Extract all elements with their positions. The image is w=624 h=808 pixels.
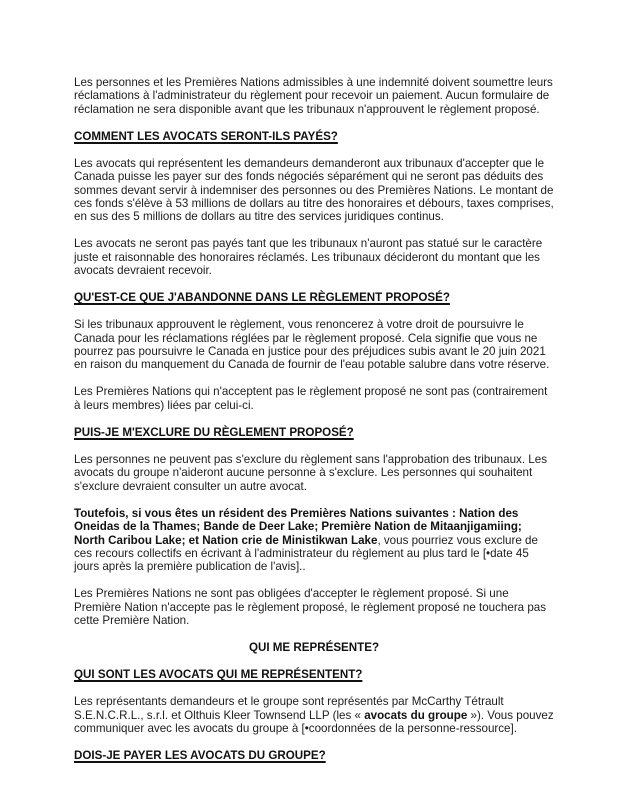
- opt-out-paragraph-1: Les personnes ne peuvent pas s'exclure du règlement sans l'approbation des tribunaux. Les avocats du groupe n'aideront aucune personne à s'exclure. Les personnes qui souhaitent s'exclure devraient consulter un autre avocat.: [74, 452, 547, 493]
- document-page: [74, 76, 554, 776]
- lawyer-payment-paragraph-2: Les avocats ne seront pas payés tant que les tribunaux n'auront pas statué sur le caractère juste et raisonnable des honoraires réclamés. Les tribunaux décideront du montant que les avocats devraient recevoir.: [74, 237, 543, 278]
- heading-who-represents-me: QUI ME REPRÉSENTE?: [248, 641, 380, 655]
- lawyers-text-b: »). Vous pouvez communiquer avec les avocats du groupe à [•coordonnées de la personne-ressource].: [74, 708, 554, 735]
- lawyers-paragraph: [74, 695, 554, 735]
- opt-out-paragraph-2: [74, 507, 554, 574]
- lawyers-text-a: Les représentants demandeurs et le groupe sont représentés par McCarthy Tétrault S.E.N.C.R.L., s.r.l. et Olthuis Kleer Townsend LLP (les «: [74, 695, 504, 722]
- lawyer-payment-paragraph-1: Les avocats qui représentent les demandeurs demanderont aux tribunaux d'accepter que le Canada puisse les payer sur des fonds négociés séparément qui ne seront pas déduits des sommes devant servir à indemniser des personnes ou des Premières Nations. Le montant de ces fonds s'élève à 53 millions de dollars au titre des honoraires et débours, taxes comprises, en sus des 5 millions de dollars au titre des services juridiques continus.: [74, 156, 554, 224]
- opt-out-paragraph-2-rest: , vous pourriez vous exclure de ces recours collectifs en écrivant à l'administrateur du règlement au plus tard le [•date 45 jours après la première publication de l'avis]..: [74, 533, 538, 574]
- heading-pay-class-counsel: DOIS-JE PAYER LES AVOCATS DU GROUPE?: [74, 748, 326, 762]
- opt-out-nations-bold: Toutefois, si vous êtes un résident des Premières Nations suivantes : Nation des Oneidas de la Thames; Bande de Deer Lake; Première Nation de Mitaanjigamiing; North Caribou Lake; et Nation crie de Ministikwan Lake: [74, 506, 522, 547]
- give-up-paragraph-1: Si les tribunaux approuvent le règlement, vous renoncerez à votre droit de poursuivre le Canada pour les réclamations réglées par le règlement proposé. Cela signifie que vous ne pourrez pas poursuivre le Canada en justice pour des préjudices subis avant le 20 juin 2021 en raison du manquement du Canada de fournir de l'eau potable salubre dans votre réserve.: [74, 318, 550, 372]
- heading-what-i-give-up: QU'EST-CE QUE J'ABANDONNE DANS LE RÈGLEMENT PROPOSÉ?: [74, 291, 450, 305]
- give-up-paragraph-2: Les Premières Nations qui n'acceptent pas le règlement proposé ne sont pas (contrairement à leurs membres) liées par celui-ci.: [74, 385, 548, 412]
- heading-opt-out: PUIS-JE M'EXCLURE DU RÈGLEMENT PROPOSÉ?: [74, 425, 354, 439]
- class-counsel-bold: avocats du groupe: [364, 708, 468, 722]
- intro-paragraph: Les personnes et les Premières Nations admissibles à une indemnité doivent soumettre leurs réclamations à l'administrateur du règlement pour recevoir un paiement. Aucun formulaire de réclamation ne sera disponible avant que les tribunaux n'approuvent le règlement proposé.: [74, 76, 553, 116]
- heading-who-are-lawyers: QUI SONT LES AVOCATS QUI ME REPRÉSENTENT?: [74, 668, 363, 682]
- opt-out-paragraph-3: Les Premières Nations ne sont pas obligées d'accepter le règlement proposé. Si une Première Nation n'accepte pas le règlement proposé, le règlement proposé ne touchera pas cette Première Nation.: [74, 587, 547, 628]
- heading-lawyer-payment: COMMENT LES AVOCATS SERONT-ILS PAYÉS?: [74, 129, 338, 143]
